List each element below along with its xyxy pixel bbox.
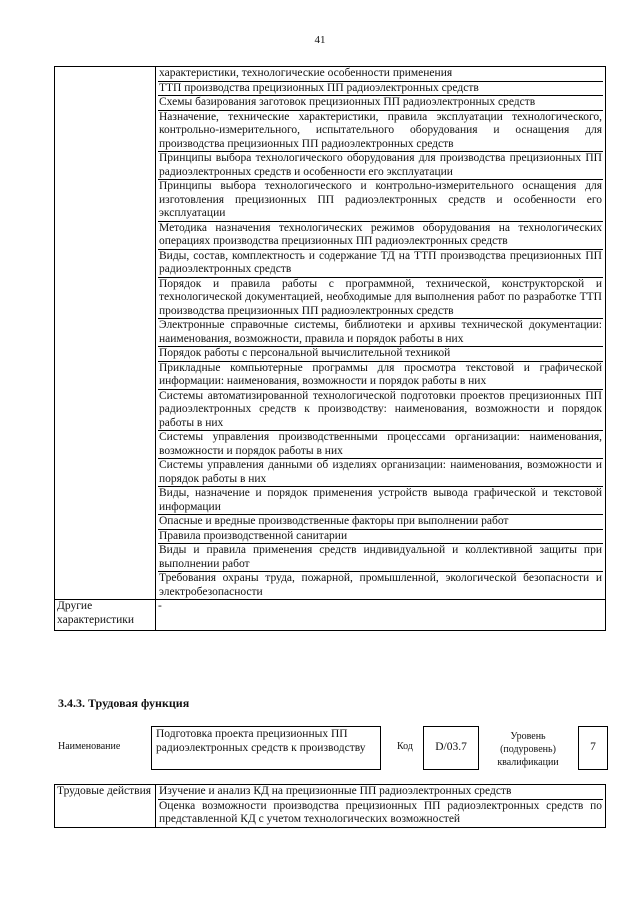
knowledge-item: Системы управления данными об изделиях организации: наименования, возможности и порядок работы в них — [158, 459, 603, 487]
knowledge-item: Принципы выбора технологического и контрольно-измерительного оснащения для изготовления прецизионных ПП радиоэлектронных средств и особенности его эксплуатации — [158, 180, 603, 222]
code-label: Код — [397, 741, 413, 752]
knowledge-item: Схемы базирования заготовок прецизионных ПП радиоэлектронных средств — [158, 96, 603, 111]
knowledge-list-cell — [156, 67, 606, 600]
level-box: 7 — [578, 726, 608, 770]
knowledge-item: Системы управления производственными процессами организации: наименования, возможности и порядок работы в них — [158, 431, 603, 459]
knowledge-item: Системы автоматизированной технологической подготовки проектов прецизионных ПП радиоэлектронных средств к производству: наименования, возможности и порядок работы в них — [158, 390, 603, 432]
labor-actions-table — [54, 784, 606, 828]
knowledge-item: Виды, состав, комплектность и содержание ТД на ТТП производства прецизионных ПП радиоэлектронных средств — [158, 250, 603, 278]
labor-actions-label: Трудовые действия — [55, 785, 156, 828]
other-characteristics-label: Другие характеристики — [55, 600, 156, 631]
knowledge-item: Порядок работы с персональной вычислительной техникой — [158, 347, 603, 362]
knowledge-item: Правила производственной санитарии — [158, 530, 603, 545]
labor-action-item: Оценка возможности производства прецизионных ПП радиоэлектронных средств по представленной КД с учетом технологических возможностей — [159, 799, 602, 825]
knowledge-row — [55, 67, 606, 600]
knowledge-item: Порядок и правила работы с программной, технической, конструкторской и технологической документацией, необходимые для выполнения работ по разработке ТТП производства прецизионных ПП радиоэлектронных средств — [158, 278, 603, 320]
knowledge-table — [54, 66, 606, 631]
knowledge-item: Опасные и вредные производственные факторы при выполнении работ — [158, 515, 603, 530]
knowledge-item: Прикладные компьютерные программы для просмотра текстовой и графической информации: наименования, возможности и порядок работы в них — [158, 362, 603, 390]
knowledge-item: характеристики, технологические особенности применения — [158, 67, 603, 82]
knowledge-item: Требования охраны труда, пожарной, промышленной, экологической безопасности и электробезопасности — [159, 572, 602, 598]
section-title: 3.4.3. Трудовая функция — [58, 696, 190, 710]
knowledge-item: Электронные справочные системы, библиотеки и архивы технической документации: наименования, возможности, правила и порядок работы в них — [158, 319, 603, 347]
knowledge-item: Методика назначения технологических режимов оборудования на технологических операциях производства прецизионных ПП радиоэлектронных средств — [158, 222, 603, 250]
knowledge-label-cell — [55, 67, 156, 600]
code-box: D/03.7 — [423, 726, 479, 770]
knowledge-item: Принципы выбора технологического оборудования для производства прецизионных ПП радиоэлектронных средств и особенности его эксплуатации — [158, 152, 603, 180]
knowledge-item: Назначение, технические характеристики, правила эксплуатации технологического, контрольно-измерительного, испытательного оборудования и оснащения для производства прецизионных ПП радиоэлектронных средств — [158, 111, 603, 153]
labor-actions-list — [156, 785, 606, 828]
knowledge-item: ТТП производства прецизионных ПП радиоэлектронных средств — [158, 82, 603, 97]
name-label: Наименование — [58, 741, 121, 752]
other-characteristics-row — [55, 600, 606, 631]
function-name-box: Подготовка проекта прецизионных ПП радиоэлектронных средств к производству — [151, 726, 381, 770]
other-characteristics-value: - — [156, 600, 606, 631]
knowledge-item: Виды, назначение и порядок применения устройств вывода графической и текстовой информации — [158, 487, 603, 515]
labor-actions-row — [55, 785, 606, 828]
page-number: 41 — [314, 34, 326, 46]
labor-action-item: Изучение и анализ КД на прецизионные ПП радиоэлектронных средств — [158, 785, 603, 800]
qualification-level-label: Уровень (подуровень) квалификации — [497, 731, 559, 768]
knowledge-item: Виды и правила применения средств индивидуальной и коллективной защиты при выполнении работ — [158, 544, 603, 572]
